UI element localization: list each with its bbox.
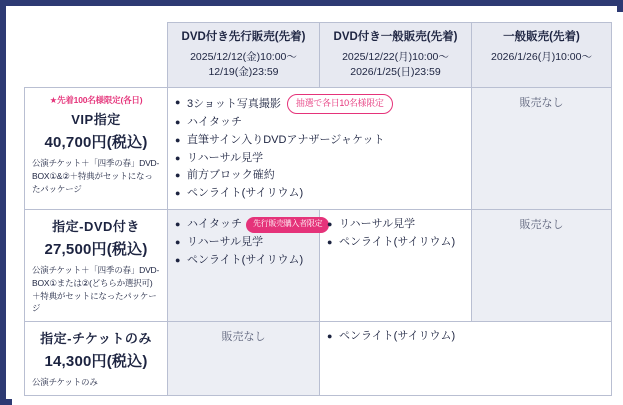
column-dates: 2025/12/22(月)10:00～ 2026/1/25(日)23:59: [342, 50, 449, 79]
no-sale-cell-reserved-general: 販売なし: [472, 210, 612, 322]
benefits-cell-reserved-presale: [168, 210, 323, 322]
benefit-text: ハイタッチ: [187, 218, 242, 231]
page-inner: [12, 12, 623, 405]
plan-name: VIP指定: [71, 112, 121, 128]
benefit-list: [175, 216, 323, 269]
column-title: DVD付き先行販売(先着): [181, 31, 306, 43]
list-item: [175, 185, 464, 203]
plan-description: 公演チケット＋「四季の春」DVD-BOX①&②＋特典がセットになったパッケージ: [32, 158, 160, 194]
list-item: [327, 234, 464, 252]
benefit-badge: 抽選で各日10名様限定: [287, 94, 393, 114]
plan-limit-note: ★先着100名様限定(各日): [49, 95, 143, 106]
benefit-list: [327, 216, 464, 252]
table-header-row: [25, 23, 612, 88]
plan-price: 14,300円(税込): [44, 353, 148, 371]
plan-cell-reserved-dvd: [25, 210, 168, 322]
plan-name: 指定-DVD付き: [52, 219, 140, 235]
table-row: [25, 322, 612, 396]
benefit-text: ペンライト(サイリウム): [339, 235, 456, 248]
benefits-cell-vip-dvd: [168, 88, 472, 210]
list-item: [327, 216, 464, 234]
benefit-text: ペンライト(サイリウム): [339, 330, 456, 343]
column-dates: 2025/12/12(金)10:00～ 12/19(金)23:59: [190, 50, 297, 79]
no-sale-cell-vip-general: 販売なし: [472, 88, 612, 210]
plan-cell-vip: [25, 88, 168, 210]
benefit-text: 前方ブロック確約: [187, 169, 275, 182]
list-item: [175, 114, 464, 132]
plan-description: 公演チケットのみ: [32, 377, 98, 388]
plan-price: 40,700円(税込): [44, 134, 148, 152]
list-item: [175, 234, 312, 252]
benefit-text: リハーサル見学: [339, 218, 416, 231]
no-sale-cell-ticket-presale: 販売なし: [168, 322, 320, 396]
benefit-badge: 先行販売購入者限定: [246, 217, 329, 233]
ticket-plan-table: [24, 22, 612, 396]
benefits-cell-ticket-general: [320, 322, 612, 396]
table-corner-cell: [25, 23, 168, 88]
list-item: [175, 94, 464, 114]
list-item: [175, 150, 464, 168]
table-body: [25, 88, 612, 396]
column-dates: 2026/1/26(月)10:00～: [491, 50, 592, 63]
benefit-text: リハーサル見学: [187, 151, 264, 164]
column-header-presale-dvd: [168, 23, 320, 88]
plan-price: 27,500円(税込): [44, 241, 148, 259]
benefit-list: [175, 94, 464, 203]
column-title: 一般販売(先着): [503, 31, 580, 43]
list-item: [175, 132, 464, 150]
column-header-general-dvd: [320, 23, 472, 88]
benefit-text: ペンライト(サイリウム): [187, 253, 304, 266]
benefit-text: ハイタッチ: [187, 115, 242, 128]
plan-name: 指定-チケットのみ: [40, 331, 152, 347]
benefit-text: リハーサル見学: [187, 235, 264, 248]
list-item: [175, 216, 323, 234]
column-header-general: [472, 23, 612, 88]
benefit-text: 3ショット写真撮影: [187, 98, 281, 111]
list-item: [175, 252, 312, 270]
list-item: [175, 167, 464, 185]
column-title: DVD付き一般販売(先着): [333, 31, 458, 43]
benefit-text: 直筆サイン入りDVDアナザージャケット: [187, 133, 385, 146]
plan-cell-ticket-only: [25, 322, 168, 396]
benefit-text: ペンライト(サイリウム): [187, 187, 304, 200]
table-row: [25, 210, 612, 322]
benefits-cell-reserved-general: [320, 210, 472, 322]
benefit-list: [327, 328, 604, 346]
plan-description: 公演チケット＋「四季の春」DVD-BOX①または②(どちらか選択可)＋特典がセットになったパッケージ: [32, 265, 160, 314]
table-row: [25, 88, 612, 210]
list-item: [327, 328, 604, 346]
